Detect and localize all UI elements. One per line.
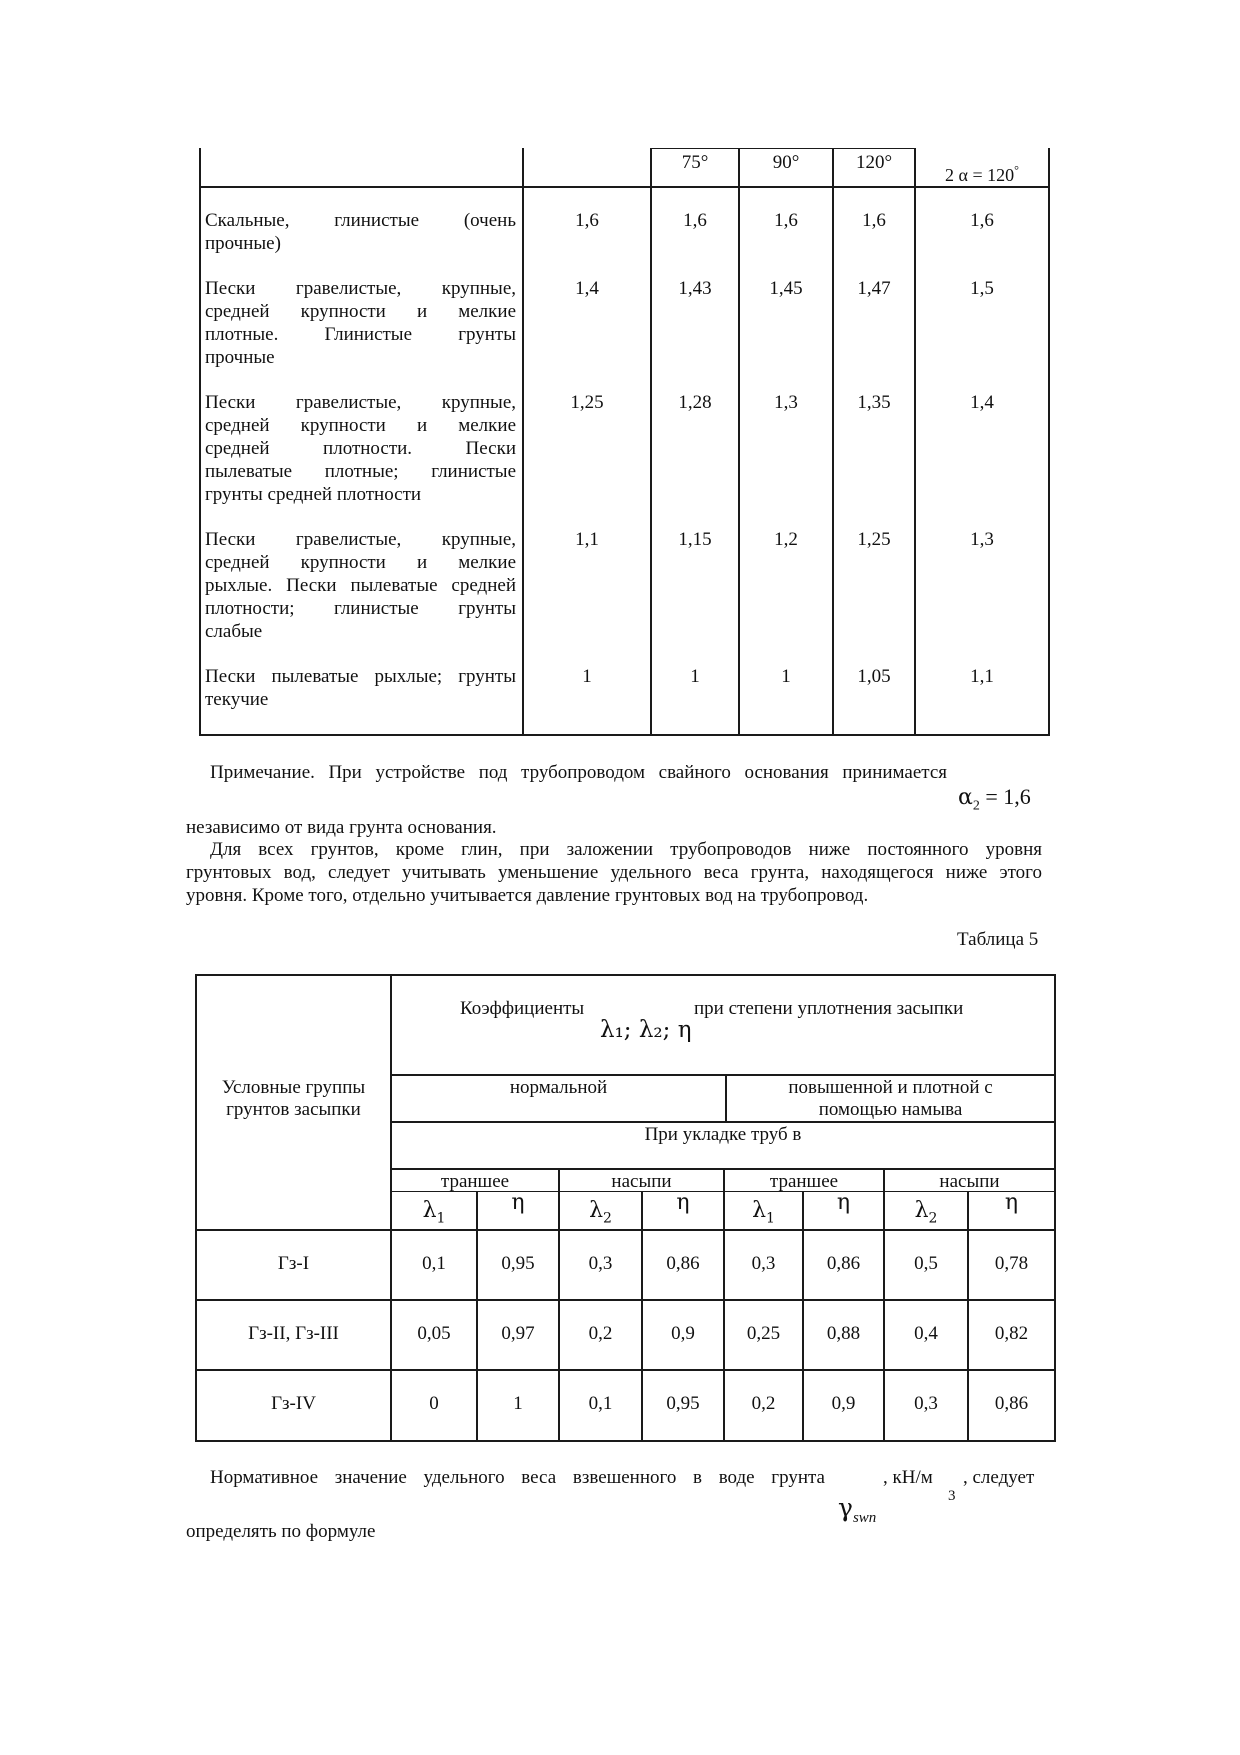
soil-type-line: Пески гравелистые, крупные, [205,278,516,299]
coefficient-value: 1,25 [857,529,891,550]
soil-type-line: средней крупности и мелкие [205,301,516,322]
table-cell-value: 0,78 [994,1253,1029,1274]
soil-type-line: плотные. Глинистые грунты [205,324,516,345]
coefficient-value: 1,5 [970,278,994,299]
bottom-line-1-right: , следует [963,1467,1035,1488]
soil-type-line: прочные) [205,233,281,254]
coefficient-value: 1,2 [774,529,798,550]
coefficient-value: 1,6 [970,210,994,231]
coefficient-value: 1,3 [774,392,798,413]
bottom-line-1-left: Нормативное значение удельного веса взвешенного в воде грунта [210,1467,825,1488]
table-cell-value: 0,9 [831,1393,856,1414]
place-embankment-1: насыпи [611,1171,672,1192]
coefficient-value: 1,1 [575,529,599,550]
eta-symbol: η [511,1190,525,1215]
coefficients-label: Коэффициенты [460,998,585,1019]
unit-exponent: 3 [948,1488,956,1504]
soil-type-line: плотности; глинистые грунты [205,598,516,619]
bottom-line-2: определять по формуле [186,1521,376,1542]
soil-type-line: слабые [205,621,263,642]
soil-type-line: Пески пылеватые рыхлые; грунты [205,666,516,687]
alpha2-formula: $\alpha_2 = 1,6$ [958,784,1031,814]
coefficient-value: 1,6 [774,210,798,231]
soil-type-line: рыхлые. Пески пылеватые средней [205,575,516,596]
coefficient-value: 1,6 [683,210,707,231]
lambda-symbol: $\lambda_1$ [752,1198,775,1227]
eta-symbol: η [1004,1190,1019,1215]
soil-type-line: грунты средней плотности [205,484,422,505]
lambda-symbol: $\lambda_2$ [589,1198,612,1227]
table-cell-value: 0,5 [914,1253,938,1274]
paragraph-line-2: грунтовых вод, следует учитывать уменьшение удельного веса грунта, находящегося ниже этого [186,862,1042,883]
place-trench-2: траншее [769,1171,839,1192]
angle-header-90: 90° [772,152,800,173]
soil-type-line: Пески гравелистые, крупные, [205,392,516,413]
laying-header: При укладке труб в [644,1124,802,1145]
soil-type-line: средней плотности. Пески [205,438,516,459]
table-cell-value: 0 [429,1393,439,1414]
paragraph-line-1: Для всех грунтов, кроме глин, при заложении трубопроводов ниже постоянного уровня [210,839,1042,860]
gamma-swn-symbol: $\gamma_{swn}$ [838,1493,877,1526]
coefficient-value: 1,6 [575,210,599,231]
place-embankment-2: насыпи [939,1171,1000,1192]
soil-type-line: прочные [205,347,275,368]
table-cell-value: 0,1 [422,1253,446,1274]
eta-symbol: η [676,1190,690,1215]
table-cell-value: 0,25 [746,1323,781,1344]
coefficient-value: 1,6 [862,210,886,231]
unit-label: , кН/м [883,1467,933,1488]
table-cell-value: 0,86 [994,1393,1029,1414]
note-line-2: независимо от вида грунта основания. [186,817,497,838]
soil-type-line: текучие [205,689,269,710]
coefficient-value: 1,15 [678,529,712,550]
table-cell-value: 0,86 [666,1253,700,1274]
table-cell-value: 0,2 [588,1323,613,1344]
table-cell-value: 0,2 [751,1393,776,1414]
backfill-group: Гз-IV [271,1393,316,1414]
table-5-caption: Таблица 5 [957,929,1039,950]
coefficient-value: 1,45 [769,278,803,299]
lambda-eta-symbols: λ₁; λ₂; η [600,1017,692,1043]
coefficient-value: 1 [781,666,791,687]
table-cell-value: 0,95 [501,1253,535,1274]
table-cell-value: 0,3 [588,1253,613,1274]
table-cell-value: 0,9 [671,1323,695,1344]
table-cell-value: 0,1 [588,1393,613,1414]
normal-compaction-header: нормальной [509,1077,608,1098]
table-cell-value: 0,95 [666,1393,700,1414]
compaction-label: при степени уплотнения засыпки [694,998,964,1019]
table-cell-value: 1 [513,1393,523,1414]
backfill-group: Гз-I [277,1253,310,1274]
coefficient-value: 1,4 [575,278,599,299]
group-header: Условные группы грунтов засыпки [221,1077,366,1120]
table-cell-value: 0,86 [826,1253,861,1274]
coefficient-value: 1,4 [970,392,994,413]
lambda-symbol: $\lambda_1$ [422,1198,446,1227]
coefficient-value: 1,43 [678,278,712,299]
soil-type-line: Скальные, глинистые (очень [205,210,516,231]
soil-type-line: пылеватые плотные; глинистые [205,461,516,482]
note-line-1: Примечание. При устройстве под трубопроводом свайного основания принимается [210,762,947,783]
angle-header-75: 75° [681,152,709,173]
table-cell-value: 0,3 [751,1253,776,1274]
table-cell-value: 0,4 [914,1323,938,1344]
coefficient-value: 1,1 [970,666,994,687]
place-trench-1: траншее [440,1171,510,1192]
eta-symbol: η [836,1190,851,1215]
soil-type-line: средней крупности и мелкие [205,415,516,436]
coefficient-value: 1,47 [857,278,891,299]
table-cell-value: 0,97 [501,1323,535,1344]
coefficient-value: 1 [582,666,592,687]
coefficient-value: 1,25 [570,392,604,413]
coefficient-value: 1,05 [857,666,891,687]
lambda-symbol: $\lambda_2$ [914,1198,938,1227]
coefficient-value: 1,28 [678,392,712,413]
soil-type-line: средней крупности и мелкие [205,552,516,573]
table-cell-value: 0,3 [914,1393,938,1414]
table-cell-value: 0,82 [994,1323,1029,1344]
coefficient-value: 1,35 [857,392,891,413]
paragraph-line-3: уровня. Кроме того, отдельно учитывается давление грунтовых вод на трубопровод. [186,885,869,906]
table-cell-value: 0,05 [417,1323,451,1344]
table-cell-value: 0,88 [826,1323,861,1344]
coefficient-value: 1,3 [970,529,994,550]
backfill-group: Гз-II, Гз-III [248,1323,339,1344]
soil-type-line: Пески гравелистые, крупные, [205,529,516,550]
double-alpha-header: 2 α = 120° [945,163,1019,185]
dense-compaction-header: повышенной и плотной с помощью намыва [788,1077,993,1120]
coefficient-value: 1 [690,666,700,687]
angle-header-120: 120° [855,152,893,173]
